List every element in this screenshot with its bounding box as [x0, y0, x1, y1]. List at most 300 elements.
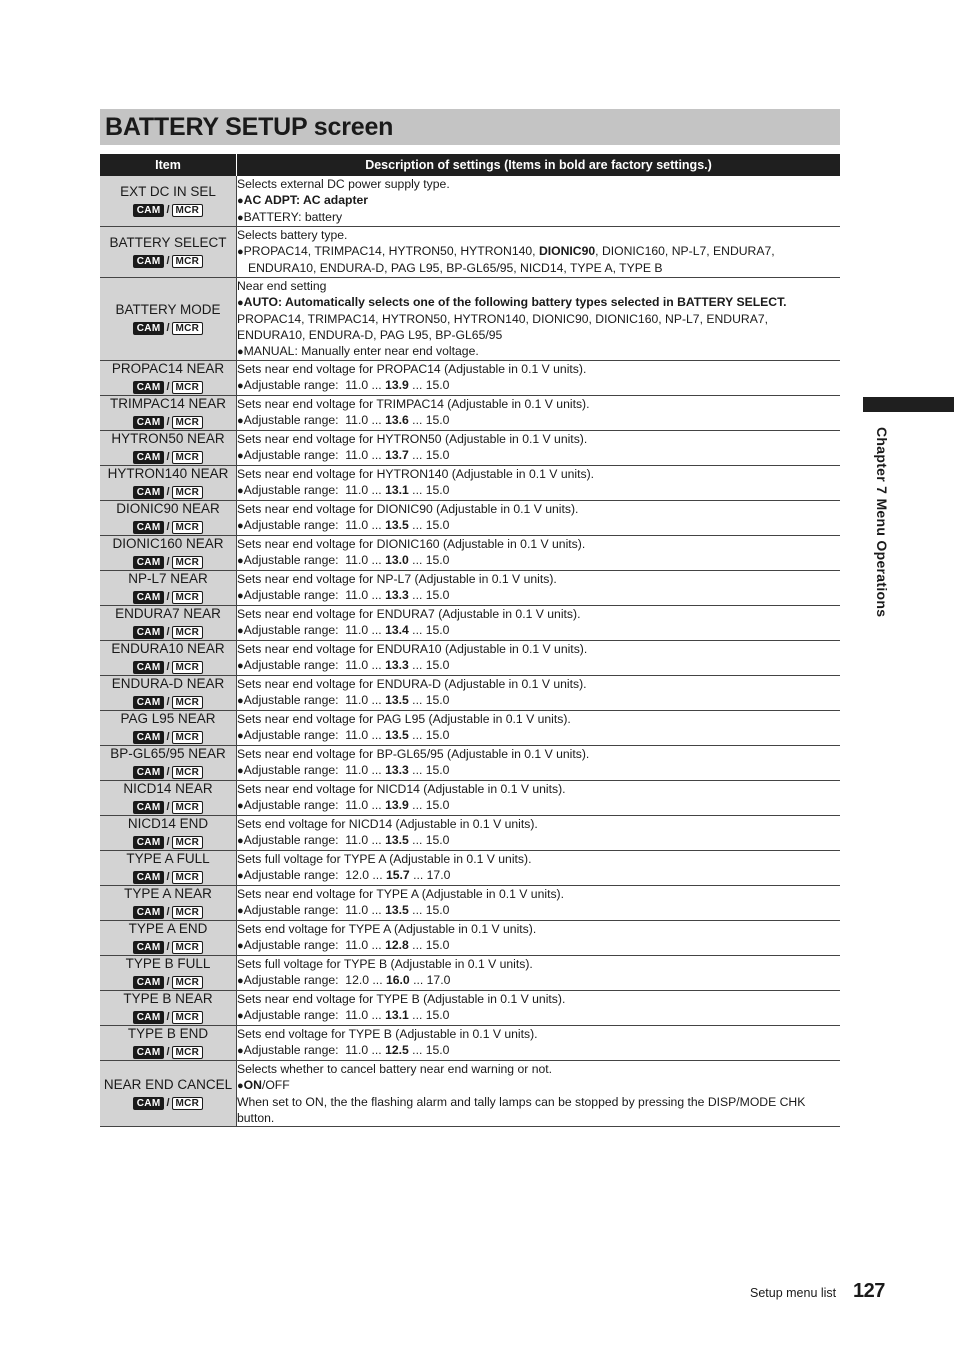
mode-badges: [133, 767, 203, 779]
description-cell: [237, 277, 841, 360]
description-text: Selects whether to cancel battery near end warning or not.: [237, 1062, 553, 1077]
badge-separator: /: [166, 731, 170, 744]
factory-setting-text: ON: [243, 1078, 262, 1093]
bullet-icon: [237, 193, 244, 207]
description-cell: [237, 921, 841, 956]
description-line: [237, 676, 840, 692]
mode-badges: [133, 627, 203, 639]
range-min: 11.0: [345, 938, 369, 953]
item-name: ENDURA-D NEAR: [111, 676, 225, 692]
cam-mode-badge: CAM: [133, 322, 165, 335]
mode-badges: [133, 382, 203, 394]
cam-mode-badge: CAM: [133, 521, 165, 534]
range-max: 15.0: [425, 518, 450, 533]
mcr-mode-badge: MCR: [172, 486, 204, 499]
range-max: 15.0: [425, 413, 450, 428]
description-text: PROPAC14, TRIMPAC14, HYTRON50, HYTRON140, DIONIC90, DIONIC160, NP-L7, ENDURA7,: [237, 311, 768, 326]
item-name: TYPE A END: [128, 921, 208, 937]
item-cell: [100, 991, 237, 1026]
badge-separator: /: [166, 591, 170, 604]
adjustable-range-line: ● Adjustable range: 11.0 ... 13.9 ... 15.0: [237, 377, 840, 394]
table-row: [100, 781, 840, 816]
bullet-icon: [237, 588, 244, 602]
description-line: [237, 501, 840, 517]
item-name: NICD14 END: [127, 816, 209, 832]
description-cell: [237, 1061, 841, 1127]
range-default: 13.7: [385, 448, 409, 463]
mcr-mode-badge: MCR: [172, 204, 204, 217]
description-cell: [237, 781, 841, 816]
adjustable-range-line: ● Adjustable range: 11.0 ... 12.8 ... 15.0: [237, 937, 840, 954]
description-line: [237, 886, 840, 902]
badge-separator: /: [166, 906, 170, 919]
item-cell: [100, 641, 237, 676]
description-line: [237, 1094, 840, 1126]
mcr-mode-badge: MCR: [172, 381, 204, 394]
description-text: Sets full voltage for TYPE A (Adjustable in 0.1 V units).: [237, 852, 532, 867]
mode-badges: [133, 697, 203, 709]
mcr-mode-badge: MCR: [172, 416, 204, 429]
item-name: TYPE A NEAR: [124, 886, 212, 902]
bullet-icon: [237, 1078, 244, 1092]
table-row: [100, 396, 840, 431]
mode-badges: [133, 732, 203, 744]
range-min: 11.0: [345, 623, 369, 638]
mcr-mode-badge: MCR: [172, 255, 204, 268]
description-line: [237, 243, 840, 260]
range-max: 15.0: [425, 1008, 450, 1023]
badge-separator: /: [166, 381, 170, 394]
badge-separator: /: [166, 1011, 170, 1024]
chapter-tab: [863, 397, 954, 412]
item-name: BATTERY MODE: [115, 301, 221, 317]
range-min: 11.0: [345, 518, 369, 533]
adjustable-range-line: ● Adjustable range: 11.0 ... 13.3 ... 15.0: [237, 657, 840, 674]
range-min: 11.0: [345, 1043, 369, 1058]
table-body: [100, 176, 840, 1127]
range-min: 12.0: [345, 973, 370, 988]
range-prefix: Adjustable range:: [243, 588, 346, 603]
table-row: [100, 277, 840, 360]
description-text: Sets near end voltage for NICD14 (Adjustable in 0.1 V units).: [237, 782, 566, 797]
bullet-icon: [237, 295, 244, 309]
range-min: 11.0: [345, 553, 369, 568]
range-prefix: Adjustable range:: [243, 553, 346, 568]
mcr-mode-badge: MCR: [172, 906, 204, 919]
mode-badges: [133, 1047, 203, 1059]
range-max: 17.0: [426, 973, 451, 988]
adjustable-range-line: ● Adjustable range: 12.0 ... 16.0 ... 17.0: [237, 972, 840, 989]
description-line: [237, 711, 840, 727]
mode-badges: [133, 942, 203, 954]
cam-mode-badge: CAM: [133, 1097, 165, 1110]
item-name: NP-L7 NEAR: [128, 571, 208, 587]
range-min: 11.0: [345, 483, 369, 498]
bullet-icon: [237, 244, 244, 258]
range-prefix: Adjustable range:: [243, 1043, 346, 1058]
badge-separator: /: [166, 416, 170, 429]
item-name: TYPE B NEAR: [123, 991, 213, 1007]
adjustable-range-line: ● Adjustable range: 11.0 ... 13.4 ... 15.0: [237, 622, 840, 639]
description-line: [237, 956, 840, 972]
description-line: [237, 746, 840, 762]
range-default: 12.8: [385, 938, 409, 953]
cam-mode-badge: CAM: [133, 381, 165, 394]
cam-mode-badge: CAM: [133, 766, 165, 779]
cam-mode-badge: CAM: [133, 731, 165, 744]
item-cell: [100, 606, 237, 641]
description-text: Sets near end voltage for DIONIC160 (Adjustable in 0.1 V units).: [237, 537, 586, 552]
range-min: 11.0: [345, 693, 369, 708]
mcr-mode-badge: MCR: [172, 1046, 204, 1059]
item-cell: [100, 176, 237, 227]
description-cell: [237, 227, 841, 277]
description-text: ENDURA10, ENDURA-D, PAG L95, BP-GL65/95, NICD14, TYPE A, TYPE B: [248, 261, 663, 276]
range-min: 11.0: [345, 448, 369, 463]
range-default: 13.3: [385, 658, 409, 673]
mcr-mode-badge: MCR: [172, 556, 204, 569]
range-prefix: Adjustable range:: [243, 693, 346, 708]
description-line: [237, 343, 840, 360]
range-default: 13.6: [385, 413, 409, 428]
item-cell: [100, 536, 237, 571]
range-min: 11.0: [345, 413, 369, 428]
description-line: [237, 1077, 840, 1094]
description-line: [237, 278, 840, 294]
range-default: 12.5: [385, 1043, 409, 1058]
range-min: 11.0: [345, 728, 369, 743]
description-cell: [237, 851, 841, 886]
mode-badges: [133, 662, 203, 674]
description-line: [237, 921, 840, 937]
range-prefix: Adjustable range:: [243, 938, 346, 953]
description-text: Sets end voltage for TYPE A (Adjustable in 0.1 V units).: [237, 922, 537, 937]
item-name: TYPE A FULL: [126, 851, 210, 867]
description-text: Sets full voltage for TYPE B (Adjustable in 0.1 V units).: [237, 957, 533, 972]
bullet-icon: [237, 483, 244, 497]
chapter-label: Chapter 7 Menu Operations: [874, 427, 890, 618]
badge-separator: /: [166, 486, 170, 499]
description-cell: [237, 466, 841, 501]
range-default: 15.7: [385, 868, 410, 883]
range-prefix: Adjustable range:: [243, 378, 346, 393]
bullet-icon: [237, 693, 244, 707]
description-line: [237, 209, 840, 226]
table-row: [100, 746, 840, 781]
bullet-icon: [237, 1043, 244, 1057]
range-prefix: Adjustable range:: [243, 833, 346, 848]
description-line: [237, 396, 840, 412]
range-prefix: Adjustable range:: [243, 448, 346, 463]
mode-badges: [133, 977, 203, 989]
description-cell: [237, 361, 841, 396]
range-max: 15.0: [425, 693, 450, 708]
description-line: [237, 606, 840, 622]
badge-separator: /: [166, 626, 170, 639]
cam-mode-badge: CAM: [133, 1011, 165, 1024]
item-cell: [100, 711, 237, 746]
item-name: PROPAC14 NEAR: [111, 361, 225, 377]
description-line: [237, 431, 840, 447]
description-line: [237, 851, 840, 867]
factory-setting-text: AUTO: Automatically selects one of the following battery types selected in BATTERY SELECT.: [243, 294, 787, 309]
item-cell: [100, 921, 237, 956]
range-min: 11.0: [345, 903, 369, 918]
item-cell: [100, 816, 237, 851]
range-min: 11.0: [345, 1008, 369, 1023]
table-row: [100, 711, 840, 746]
description-line: [237, 571, 840, 587]
range-prefix: Adjustable range:: [243, 903, 346, 918]
bullet-icon: [237, 833, 244, 847]
description-cell: [237, 746, 841, 781]
range-prefix: Adjustable range:: [243, 658, 346, 673]
range-default: 13.5: [385, 518, 409, 533]
adjustable-range-line: ● Adjustable range: 11.0 ... 13.3 ... 15.0: [237, 762, 840, 779]
description-line: [237, 991, 840, 1007]
item-name: DIONIC90 NEAR: [116, 501, 220, 517]
mcr-mode-badge: MCR: [172, 801, 204, 814]
range-prefix: Adjustable range:: [243, 483, 346, 498]
range-min: 11.0: [345, 763, 369, 778]
bullet-icon: [237, 798, 244, 812]
badge-separator: /: [166, 871, 170, 884]
adjustable-range-line: ● Adjustable range: 11.0 ... 13.9 ... 15.0: [237, 797, 840, 814]
factory-setting-text: DIONIC90: [538, 244, 596, 259]
mode-badges: [133, 592, 203, 604]
header-item: Item: [100, 154, 237, 176]
factory-setting-text: AC ADPT: AC adapter: [243, 193, 369, 208]
table-row: [100, 176, 840, 227]
item-name: NEAR END CANCEL: [103, 1076, 233, 1092]
adjustable-range-line: ● Adjustable range: 11.0 ... 12.5 ... 15.0: [237, 1042, 840, 1059]
range-max: 15.0: [425, 1043, 450, 1058]
description-line: [237, 311, 840, 327]
cam-mode-badge: CAM: [133, 451, 165, 464]
item-cell: [100, 501, 237, 536]
table-row: [100, 886, 840, 921]
table-row: [100, 361, 840, 396]
description-text: Near end setting: [237, 278, 327, 293]
badge-separator: /: [166, 1096, 170, 1109]
mode-badges: [133, 557, 203, 569]
range-max: 15.0: [425, 903, 450, 918]
description-cell: [237, 956, 841, 991]
mcr-mode-badge: MCR: [172, 1011, 204, 1024]
bullet-icon: [237, 658, 244, 672]
adjustable-range-line: ● Adjustable range: 11.0 ... 13.5 ... 15.0: [237, 517, 840, 534]
range-default: 13.5: [385, 728, 409, 743]
cam-mode-badge: CAM: [133, 556, 165, 569]
bullet-icon: [237, 973, 244, 987]
cam-mode-badge: CAM: [133, 696, 165, 709]
adjustable-range-line: ● Adjustable range: 11.0 ... 13.7 ... 15.0: [237, 447, 840, 464]
table-row: [100, 1026, 840, 1061]
table-row: [100, 1061, 840, 1127]
range-prefix: Adjustable range:: [243, 868, 346, 883]
mode-badges: [133, 417, 203, 429]
item-cell: [100, 851, 237, 886]
range-default: 13.1: [385, 1008, 409, 1023]
mode-badges: [133, 1012, 203, 1024]
range-max: 15.0: [425, 833, 450, 848]
item-name: ENDURA7 NEAR: [115, 606, 221, 622]
mcr-mode-badge: MCR: [172, 976, 204, 989]
page-number: 127: [853, 1280, 885, 1302]
item-cell: [100, 361, 237, 396]
range-default: 13.0: [385, 553, 409, 568]
description-text: Sets near end voltage for BP-GL65/95 (Adjustable in 0.1 V units).: [237, 747, 590, 762]
mode-badges: [133, 205, 203, 217]
table-row: [100, 466, 840, 501]
item-cell: [100, 227, 237, 277]
range-max: 15.0: [425, 658, 450, 673]
description-text: /OFF: [261, 1078, 290, 1093]
table-row: [100, 956, 840, 991]
range-min: 11.0: [345, 833, 369, 848]
range-prefix: Adjustable range:: [243, 798, 346, 813]
table-row: [100, 536, 840, 571]
item-name: TRIMPAC14 NEAR: [109, 396, 227, 412]
description-line: [237, 294, 840, 311]
title-bar: [100, 109, 840, 145]
item-cell: [100, 676, 237, 711]
bullet-icon: [237, 210, 244, 224]
description-line: [237, 192, 840, 209]
cam-mode-badge: CAM: [133, 591, 165, 604]
description-line: [237, 536, 840, 552]
description-cell: [237, 501, 841, 536]
description-text: BATTERY: battery: [243, 210, 343, 225]
cam-mode-badge: CAM: [133, 871, 165, 884]
settings-table: [100, 154, 840, 1127]
footer-section-label: Setup menu list: [750, 1286, 837, 1300]
bullet-icon: [237, 1008, 244, 1022]
description-line: [237, 361, 840, 377]
mcr-mode-badge: MCR: [172, 626, 204, 639]
description-cell: [237, 1026, 841, 1061]
item-name: BP-GL65/95 NEAR: [110, 746, 226, 762]
range-default: 13.5: [385, 903, 409, 918]
badge-separator: /: [166, 1046, 170, 1059]
mode-badges: [133, 452, 203, 464]
description-cell: [237, 606, 841, 641]
range-prefix: Adjustable range:: [243, 728, 346, 743]
description-text: Sets near end voltage for HYTRON50 (Adjustable in 0.1 V units).: [237, 432, 588, 447]
range-default: 13.5: [385, 693, 409, 708]
mcr-mode-badge: MCR: [172, 766, 204, 779]
description-cell: [237, 816, 841, 851]
item-name: DIONIC160 NEAR: [112, 536, 224, 552]
range-max: 15.0: [425, 763, 450, 778]
description-text: , DIONIC160, NP-L7, ENDURA7,: [595, 244, 775, 259]
range-max: 17.0: [426, 868, 451, 883]
range-prefix: Adjustable range:: [243, 518, 346, 533]
description-line: [237, 227, 840, 243]
cam-mode-badge: CAM: [133, 416, 165, 429]
adjustable-range-line: ● Adjustable range: 11.0 ... 13.6 ... 15.0: [237, 412, 840, 429]
table-row: [100, 501, 840, 536]
description-text: PROPAC14, TRIMPAC14, HYTRON50, HYTRON140,: [243, 244, 539, 259]
description-text: Sets near end voltage for ENDURA-D (Adjustable in 0.1 V units).: [237, 677, 587, 692]
range-max: 15.0: [425, 623, 450, 638]
range-prefix: Adjustable range:: [243, 973, 346, 988]
range-min: 11.0: [345, 588, 369, 603]
description-text: When set to ON, the the flashing alarm and tally lamps can be stopped by pressing the DISP/MODE CHK button.: [237, 1095, 806, 1126]
description-line: [237, 641, 840, 657]
bullet-icon: [237, 448, 244, 462]
badge-separator: /: [166, 976, 170, 989]
description-text: Sets near end voltage for DIONIC90 (Adjustable in 0.1 V units).: [237, 502, 579, 517]
badge-separator: /: [166, 556, 170, 569]
mcr-mode-badge: MCR: [172, 591, 204, 604]
item-name: EXT DC IN SEL: [120, 184, 216, 200]
description-text: Sets end voltage for TYPE B (Adjustable in 0.1 V units).: [237, 1027, 538, 1042]
description-text: ENDURA10, ENDURA-D, PAG L95, BP-GL65/95: [237, 327, 503, 342]
description-text: Sets near end voltage for TYPE B (Adjustable in 0.1 V units).: [237, 992, 566, 1007]
item-name: HYTRON140 NEAR: [107, 466, 229, 482]
badge-separator: /: [166, 521, 170, 534]
description-cell: [237, 176, 841, 227]
item-cell: [100, 1061, 237, 1127]
description-text: Sets near end voltage for ENDURA7 (Adjustable in 0.1 V units).: [237, 607, 581, 622]
item-cell: [100, 1026, 237, 1061]
range-default: 13.9: [385, 378, 409, 393]
item-cell: [100, 431, 237, 466]
mode-badges: [133, 322, 203, 334]
cam-mode-badge: CAM: [133, 486, 165, 499]
mode-badges: [133, 255, 203, 267]
mode-badges: [133, 907, 203, 919]
item-cell: [100, 277, 237, 360]
badge-separator: /: [166, 204, 170, 217]
range-prefix: Adjustable range:: [243, 623, 346, 638]
table-row: [100, 991, 840, 1026]
description-text: Sets near end voltage for NP-L7 (Adjustable in 0.1 V units).: [237, 572, 557, 587]
badge-separator: /: [166, 766, 170, 779]
header-description: Description of settings (Items in bold are factory settings.): [237, 154, 841, 176]
range-max: 15.0: [425, 483, 450, 498]
adjustable-range-line: ● Adjustable range: 11.0 ... 13.5 ... 15.0: [237, 692, 840, 709]
range-default: 16.0: [385, 973, 410, 988]
description-line: [237, 1026, 840, 1042]
description-line: [237, 327, 840, 343]
description-line: [237, 260, 840, 276]
item-name: BATTERY SELECT: [109, 234, 227, 250]
description-cell: [237, 641, 841, 676]
mcr-mode-badge: MCR: [172, 871, 204, 884]
item-name: HYTRON50 NEAR: [111, 431, 225, 447]
cam-mode-badge: CAM: [133, 976, 165, 989]
table-row: [100, 641, 840, 676]
badge-separator: /: [166, 941, 170, 954]
range-default: 13.3: [385, 763, 409, 778]
description-cell: [237, 431, 841, 466]
description-text: MANUAL: Manually enter near end voltage.: [243, 343, 479, 358]
range-max: 15.0: [425, 378, 450, 393]
description-cell: [237, 536, 841, 571]
description-text: Sets near end voltage for PAG L95 (Adjustable in 0.1 V units).: [237, 712, 571, 727]
range-prefix: Adjustable range:: [243, 413, 346, 428]
item-name: NICD14 NEAR: [123, 781, 213, 797]
table-row: [100, 606, 840, 641]
item-cell: [100, 956, 237, 991]
description-text: Sets end voltage for NICD14 (Adjustable in 0.1 V units).: [237, 817, 538, 832]
bullet-icon: [237, 413, 244, 427]
description-cell: [237, 571, 841, 606]
bullet-icon: [237, 938, 244, 952]
table-row: [100, 816, 840, 851]
